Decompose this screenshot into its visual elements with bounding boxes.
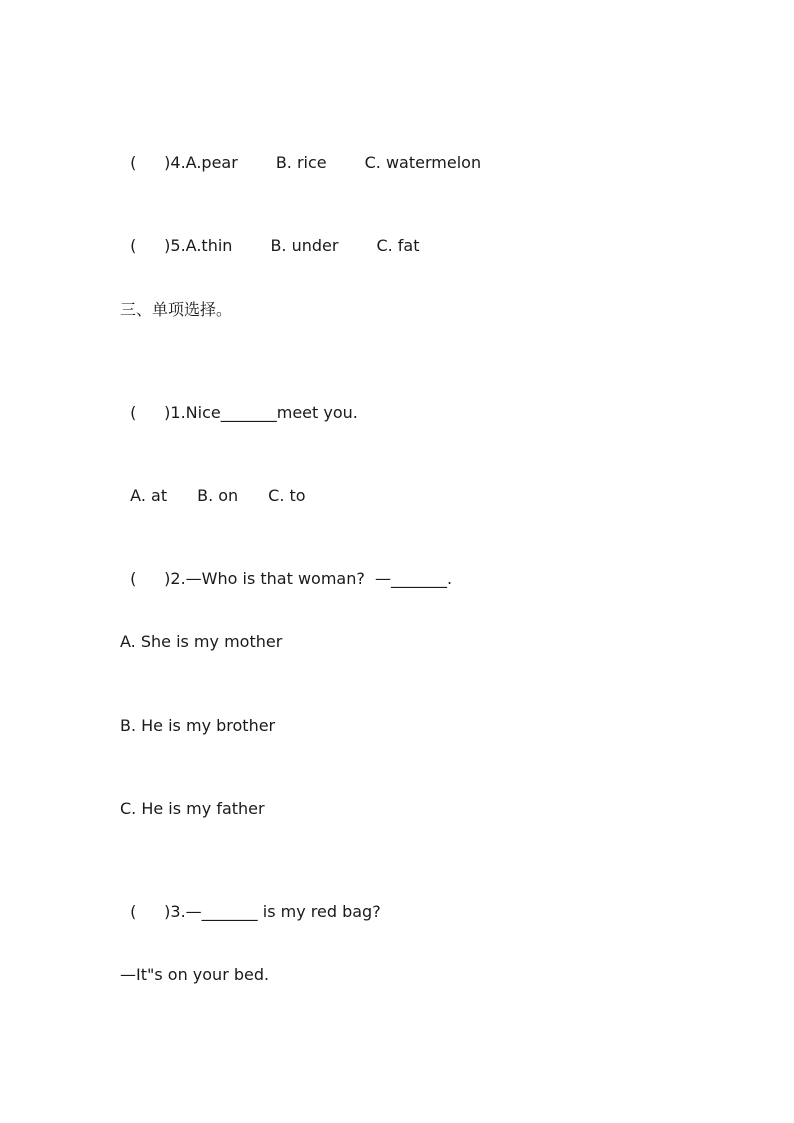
mc-question-2 [120,549,452,589]
question-4 [120,133,481,173]
question-5 [120,216,420,256]
mc-question-2-option-a: A. She is my mother [120,632,283,651]
question-4-option-c: C. watermelon [364,153,482,172]
answer-paren: ( [130,569,137,588]
question-5-option-c: C. fat [376,236,420,255]
mc-question-1-stem: )1.Nice_______meet you. [164,403,358,422]
question-5-option-b: B. under [270,236,339,255]
question-4-option-b: B. rice [275,153,327,172]
mc-question-2-option-b: B. He is my brother [120,716,276,735]
mc-question-3-stem: )3.—_______ is my red bag? [164,902,381,921]
answer-paren: ( [130,902,137,921]
mc-question-2-stem: )2.—Who is that woman? —_______. [164,569,453,588]
mc-question-1 [120,383,358,423]
question-5-stem: )5.A.thin [164,236,233,255]
question-4-stem: )4.A.pear [164,153,238,172]
mc-question-3 [120,882,381,922]
mc-question-1-option-a: A. at [130,486,168,505]
answer-paren: ( [130,403,137,422]
answer-paren: ( [130,236,137,255]
section-heading: 三、单项选择。 [120,300,233,319]
mc-question-3-answer-line: —It"s on your bed. [120,965,270,984]
mc-question-1-option-b: B. on [197,486,239,505]
answer-paren: ( [130,153,137,172]
mc-question-1-option-c: C. to [268,486,306,505]
mc-question-2-option-c: C. He is my father [120,799,265,818]
mc-question-1-options [120,466,306,506]
